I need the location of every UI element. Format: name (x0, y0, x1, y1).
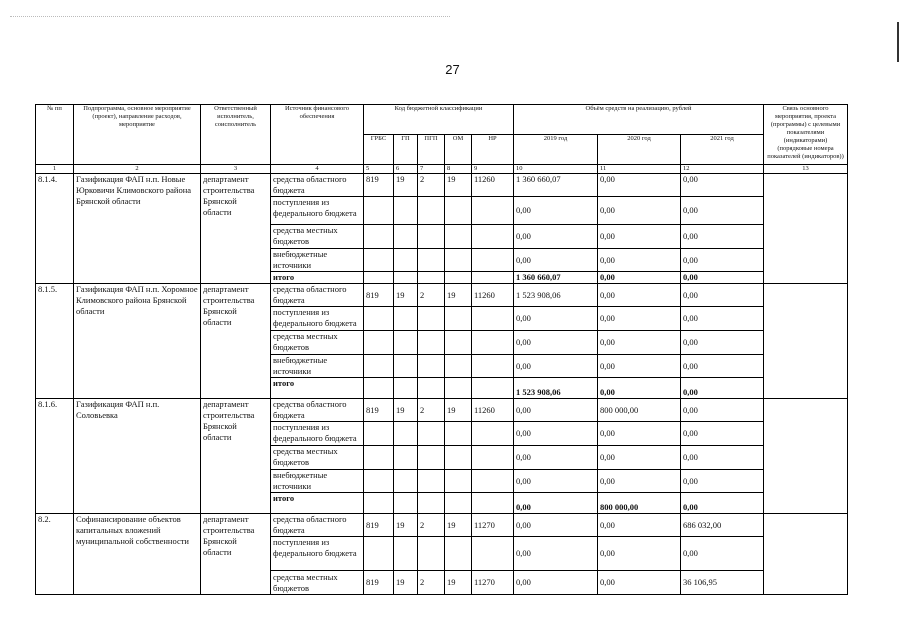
amount-2021: 0,00 (681, 284, 764, 307)
amount-2020: 0,00 (598, 446, 681, 470)
amount-2019: 0,00 (514, 571, 598, 595)
header-budget-code: Код бюджетной классификации (364, 105, 514, 135)
indicator-link (764, 174, 848, 284)
col-num: 6 (394, 165, 418, 174)
executor: департамент строительства Брянской области (201, 399, 271, 514)
executor: департамент строительства Брянской области (201, 514, 271, 595)
indicator-link (764, 514, 848, 595)
col-num: 9 (472, 165, 514, 174)
table-row (36, 174, 848, 197)
code-nr: 11270 (472, 571, 514, 595)
code-gp: 19 (394, 399, 418, 422)
amount-2020: 0,00 (598, 284, 681, 307)
source-extra: внебюджетные источники (271, 355, 364, 378)
source-total: итого (271, 272, 364, 284)
code-gp: 19 (394, 284, 418, 307)
activity-title: Газификация ФАП н.п. Хоромное Климовского района Брянской области (74, 284, 201, 399)
total-2020: 0,00 (598, 378, 681, 399)
amount-2020: 0,00 (598, 355, 681, 378)
col-num: 1 (36, 165, 74, 174)
code-om: 19 (445, 399, 472, 422)
column-number-row (36, 165, 848, 174)
code-gp: 19 (394, 174, 418, 197)
source-federal: поступления из федерального бюджета (271, 537, 364, 571)
col-num: 2 (74, 165, 201, 174)
code-om: 19 (445, 284, 472, 307)
amount-2019: 0,00 (514, 446, 598, 470)
indicator-link (764, 399, 848, 514)
col-num: 13 (764, 165, 848, 174)
amount-2021: 0,00 (681, 225, 764, 249)
col-num: 10 (514, 165, 598, 174)
source-local: средства местных бюджетов (271, 446, 364, 470)
total-2020: 0,00 (598, 272, 681, 284)
col-num: 11 (598, 165, 681, 174)
header-volume: Объём средств на реализацию, рублей (514, 105, 764, 135)
code-nr: 11260 (472, 284, 514, 307)
amount-2020: 0,00 (598, 197, 681, 225)
source-federal: поступления из федерального бюджета (271, 197, 364, 225)
row-number: 8.2. (36, 514, 74, 595)
row-number: 8.1.6. (36, 399, 74, 514)
amount-2020: 0,00 (598, 331, 681, 355)
code-pgp: 2 (418, 174, 445, 197)
source-local: средства местных бюджетов (271, 331, 364, 355)
total-2019: 1 523 908,06 (514, 378, 598, 399)
source-extra: внебюджетные источники (271, 249, 364, 272)
source-total: итого (271, 493, 364, 514)
source-local: средства местных бюджетов (271, 571, 364, 595)
col-num: 12 (681, 165, 764, 174)
header-subprogram: Подпрограмма, основное мероприятие (проект), направление расходов, мероприятие (74, 105, 201, 165)
code-nr: 11260 (472, 174, 514, 197)
code-pgp: 2 (418, 284, 445, 307)
source-federal: поступления из федерального бюджета (271, 307, 364, 331)
amount-2021: 0,00 (681, 174, 764, 197)
header-n: № пп (36, 105, 74, 165)
amount-2020: 0,00 (598, 307, 681, 331)
row-number: 8.1.4. (36, 174, 74, 284)
amount-2021: 0,00 (681, 470, 764, 493)
code-grbs: 819 (364, 571, 394, 595)
amount-2019: 0,00 (514, 249, 598, 272)
amount-2020: 0,00 (598, 571, 681, 595)
amount-2021: 686 032,00 (681, 514, 764, 537)
col-num: 7 (418, 165, 445, 174)
amount-2021: 0,00 (681, 446, 764, 470)
amount-2020: 0,00 (598, 537, 681, 571)
amount-2019: 0,00 (514, 470, 598, 493)
code-pgp: 2 (418, 514, 445, 537)
amount-2019: 1 523 908,06 (514, 284, 598, 307)
source-federal: поступления из федерального бюджета (271, 422, 364, 446)
header-row-1 (36, 105, 848, 135)
amount-2020: 800 000,00 (598, 399, 681, 422)
header-gp: ГП (394, 135, 418, 165)
total-2019: 0,00 (514, 493, 598, 514)
code-grbs: 819 (364, 174, 394, 197)
header-nr: НР (472, 135, 514, 165)
code-grbs: 819 (364, 399, 394, 422)
source-extra: внебюджетные источники (271, 470, 364, 493)
total-2021: 0,00 (681, 272, 764, 284)
amount-2020: 0,00 (598, 249, 681, 272)
amount-2019: 0,00 (514, 197, 598, 225)
amount-2021: 0,00 (681, 307, 764, 331)
amount-2020: 0,00 (598, 470, 681, 493)
code-nr: 11260 (472, 399, 514, 422)
code-pgp: 2 (418, 571, 445, 595)
header-pgp: ПГП (418, 135, 445, 165)
header-2021: 2021 год (681, 135, 764, 165)
header-grbs: ГРБС (364, 135, 394, 165)
source-regional: средства областного бюджета (271, 174, 364, 197)
header-om: ОМ (445, 135, 472, 165)
total-2021: 0,00 (681, 378, 764, 399)
amount-2019: 0,00 (514, 537, 598, 571)
scan-artifact (10, 16, 450, 18)
source-regional: средства областного бюджета (271, 514, 364, 537)
code-gp: 19 (394, 571, 418, 595)
code-om: 19 (445, 571, 472, 595)
amount-2021: 0,00 (681, 422, 764, 446)
col-num: 5 (364, 165, 394, 174)
code-om: 19 (445, 174, 472, 197)
indicator-link (764, 284, 848, 399)
code-gp: 19 (394, 514, 418, 537)
total-2021: 0,00 (681, 493, 764, 514)
amount-2021: 36 106,95 (681, 571, 764, 595)
amount-2021: 0,00 (681, 355, 764, 378)
amount-2020: 0,00 (598, 422, 681, 446)
page-number: 27 (445, 62, 460, 77)
budget-table (35, 104, 848, 595)
amount-2019: 0,00 (514, 307, 598, 331)
executor: департамент строительства Брянской области (201, 174, 271, 284)
amount-2019: 0,00 (514, 399, 598, 422)
source-regional: средства областного бюджета (271, 284, 364, 307)
table-row (36, 399, 848, 422)
row-number: 8.1.5. (36, 284, 74, 399)
amount-2019: 0,00 (514, 355, 598, 378)
amount-2021: 0,00 (681, 537, 764, 571)
amount-2019: 0,00 (514, 331, 598, 355)
amount-2021: 0,00 (681, 331, 764, 355)
source-local: средства местных бюджетов (271, 225, 364, 249)
amount-2019: 0,00 (514, 422, 598, 446)
activity-title: Софинансирование объектов капитальных вложений муниципальной собственности (74, 514, 201, 595)
col-num: 8 (445, 165, 472, 174)
amount-2020: 0,00 (598, 225, 681, 249)
amount-2019: 0,00 (514, 225, 598, 249)
header-executor: Ответственный исполнитель, соисполнитель (201, 105, 271, 165)
activity-title: Газификация ФАП н.п. Новые Юрковичи Климовского района Брянской области (74, 174, 201, 284)
header-link: Связь основного мероприятия, проекта (программы) с целевыми показателями (индикаторами) (порядковые номера показателей (индикаторов)) (764, 105, 848, 165)
header-2020: 2020 год (598, 135, 681, 165)
code-grbs: 819 (364, 284, 394, 307)
code-nr: 11270 (472, 514, 514, 537)
executor: департамент строительства Брянской области (201, 284, 271, 399)
amount-2021: 0,00 (681, 197, 764, 225)
source-regional: средства областного бюджета (271, 399, 364, 422)
code-grbs: 819 (364, 514, 394, 537)
amount-2021: 0,00 (681, 399, 764, 422)
activity-title: Газификация ФАП н.п. Соловьевка (74, 399, 201, 514)
header-source: Источник финансового обеспечения (271, 105, 364, 165)
code-om: 19 (445, 514, 472, 537)
header-2019: 2019 год (514, 135, 598, 165)
amount-2021: 0,00 (681, 249, 764, 272)
total-2019: 1 360 660,07 (514, 272, 598, 284)
col-num: 4 (271, 165, 364, 174)
amount-2020: 0,00 (598, 174, 681, 197)
col-num: 3 (201, 165, 271, 174)
scan-artifact-mark (897, 22, 899, 62)
amount-2020: 0,00 (598, 514, 681, 537)
amount-2019: 0,00 (514, 514, 598, 537)
table-row (36, 284, 848, 307)
code-pgp: 2 (418, 399, 445, 422)
table-row (36, 514, 848, 537)
source-total: итого (271, 378, 364, 399)
total-2020: 800 000,00 (598, 493, 681, 514)
amount-2019: 1 360 660,07 (514, 174, 598, 197)
